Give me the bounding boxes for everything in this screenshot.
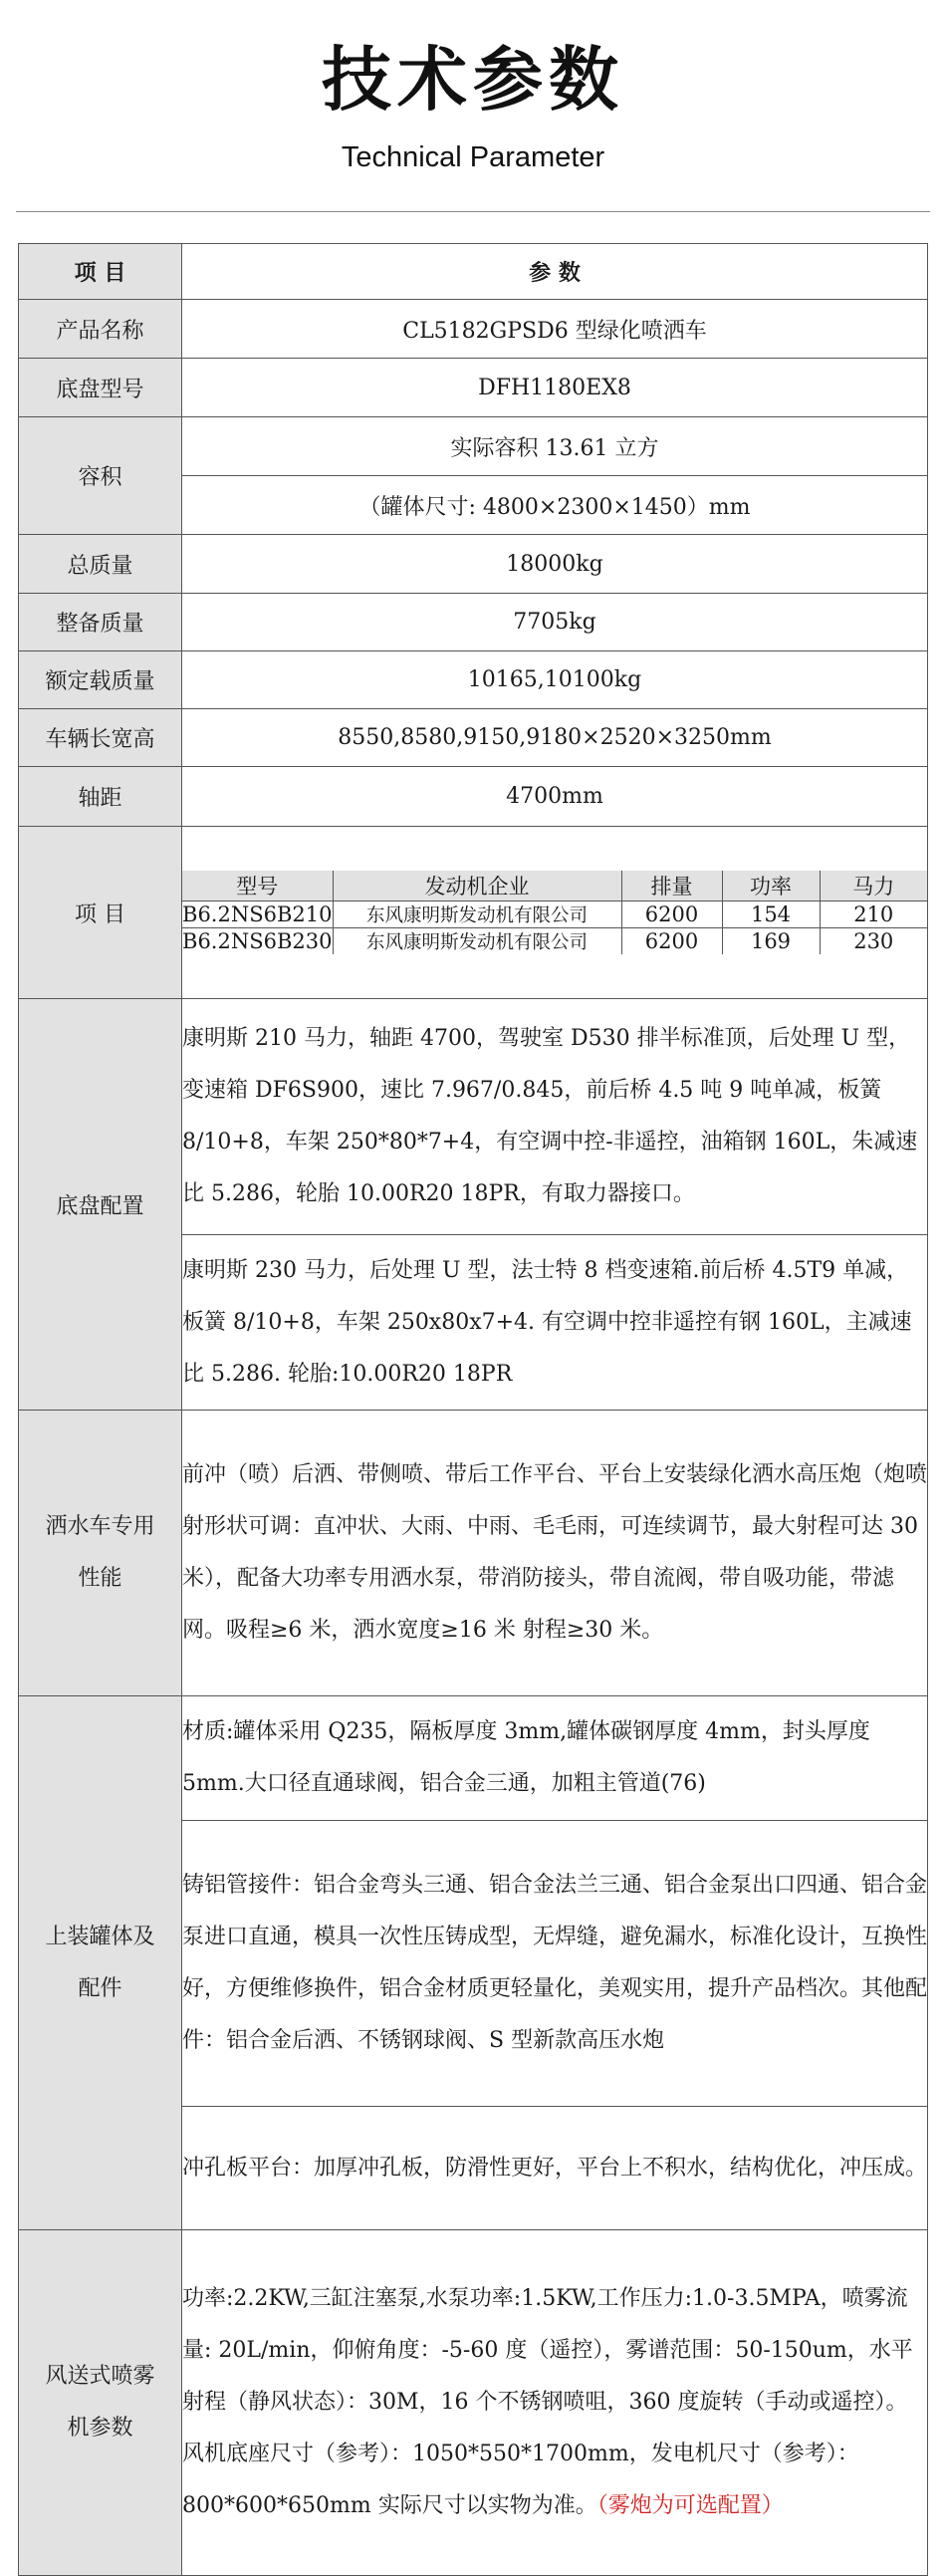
engine-maker: 东风康明斯发动机有限公司 bbox=[333, 902, 621, 928]
volume-tank-size: （罐体尺寸: 4800×2300×1450）mm bbox=[182, 476, 928, 535]
engine-model: B6.2NS6B210 bbox=[182, 902, 333, 926]
wheelbase-value: 4700mm bbox=[182, 767, 928, 827]
fog-text: 功率:2.2KW,三缸注塞泵,水泵功率:1.5KW,工作压力:1.0-3.5MPA，喷雾流量: 20L/min，仰俯角度：-5-60 度（遥控），雾谱范围：50-150um，水平射程（静风状态）：30M，16 个不锈钢喷咀，360 度旋转（手动或遥控）。风机底座尺寸（参考）：1050*550*1700mm，发电机尺寸（参考）：800*600*650mm 实际尺寸以实物为准。 bbox=[182, 2286, 913, 2518]
row-product-name bbox=[19, 300, 928, 359]
page-subtitle: Technical Parameter bbox=[341, 141, 605, 173]
sprinkler-label-text: 洒水车专用性能 bbox=[45, 1514, 155, 1591]
rated-load-label: 额定载质量 bbox=[19, 651, 182, 709]
tank-platform-text: 冲孔板平台：加厚冲孔板，防滑性更好，平台上不积水，结构优化，冲压成。 bbox=[182, 2107, 928, 2230]
engine-power: 169 bbox=[722, 928, 820, 955]
sprinkler-label bbox=[19, 1411, 182, 1696]
chassis-config-text-2: 康明斯 230 马力，后处理 U 型，法士特 8 档变速箱.前后桥 4.5T9 单减，板簧 8/10+8，车架 250x80x7+4. 有空调中控非遥控有钢 160L，主减速比 5.286. 轮胎:10.00R20 18PR bbox=[182, 1235, 928, 1411]
chassis-model-label: 底盘型号 bbox=[19, 359, 182, 417]
fog-label bbox=[19, 2230, 182, 2576]
tank-fittings-text: 铸铝管接件：铝合金弯头三通、铝合金法兰三通、铝合金泵出口四通、铝合金泵进口直通，模具一次性压铸成型，无焊缝，避免漏水，标准化设计，互换性好，方便维修换件，铝合金材质更轻量化，美观实用，提升产品档次。其他配件：铝合金后洒、不锈钢球阀、S 型新款高压水炮 bbox=[182, 1821, 928, 2107]
engine-header-row bbox=[182, 871, 927, 902]
dimensions-value: 8550,8580,9150,9180×2520×3250mm bbox=[182, 709, 928, 767]
tank-label bbox=[19, 1696, 182, 2230]
chassis-config-text-1: 康明斯 210 马力，轴距 4700，驾驶室 D530 排半标准顶，后处理 U 型，变速箱 DF6S900，速比 7.967/0.845，前后桥 4.5 吨 9 吨单减，板簧 8/10+8，车架 250*80*7+4，有空调中控-非遥控，油箱钢 160L，朱减速比 5.286，轮胎 10.00R20 18PR，有取力器接口。 bbox=[182, 999, 928, 1235]
total-mass-value: 18000kg bbox=[182, 535, 928, 594]
spec-table bbox=[18, 243, 928, 2576]
chassis-model-value: DFH1180EX8 bbox=[182, 359, 928, 417]
row-engine bbox=[19, 827, 928, 999]
row-dimensions bbox=[19, 709, 928, 767]
engine-maker: 东风康明斯发动机有限公司 bbox=[333, 928, 621, 955]
engine-hp: 210 bbox=[820, 902, 927, 928]
engine-col-maker: 发动机企业 bbox=[333, 871, 621, 902]
fog-optional-note: （雾炮为可选配置） bbox=[596, 2493, 784, 2518]
row-wheelbase bbox=[19, 767, 928, 827]
tank-material-text: 材质:罐体采用 Q235，隔板厚度 3mm,罐体碳钢厚度 4mm，封头厚度 5mm.大口径直通球阀，铝合金三通，加粗主管道(76) bbox=[182, 1696, 928, 1821]
engine-power: 154 bbox=[722, 902, 820, 928]
engine-row bbox=[182, 902, 927, 928]
total-mass-label: 总质量 bbox=[19, 535, 182, 594]
product-name-value: CL5182GPSD6 型绿化喷洒车 bbox=[182, 300, 928, 359]
volume-label: 容积 bbox=[19, 417, 182, 535]
row-chassis-config-1 bbox=[19, 999, 928, 1235]
sprinkler-text: 前冲（喷）后洒、带侧喷、带后工作平台、平台上安装绿化洒水高压炮（炮喷射形状可调：直冲状、大雨、中雨、毛毛雨，可连续调节，最大射程可达 30 米），配备大功率专用洒水泵，带消防接头，带自流阀，带自吸功能，带滤网。吸程≥6 米，洒水宽度≥16 米 射程≥30 米。 bbox=[182, 1411, 928, 1696]
table-header-row bbox=[19, 244, 928, 300]
chassis-config-label: 底盘配置 bbox=[19, 999, 182, 1411]
fog-label-text: 风送式喷雾机参数 bbox=[45, 2364, 155, 2441]
engine-label: 项 目 bbox=[19, 827, 182, 999]
title-divider bbox=[16, 211, 930, 212]
engine-displacement: 6200 bbox=[621, 902, 722, 928]
row-volume bbox=[19, 417, 928, 476]
engine-subtable bbox=[182, 871, 927, 954]
row-sprinkler bbox=[19, 1411, 928, 1696]
engine-col-displacement: 排量 bbox=[621, 871, 722, 902]
volume-actual: 实际容积 13.61 立方 bbox=[182, 417, 928, 476]
product-name-label: 产品名称 bbox=[19, 300, 182, 359]
header-item: 项 目 bbox=[19, 244, 182, 300]
row-tank-material bbox=[19, 1696, 928, 1821]
row-total-mass bbox=[19, 535, 928, 594]
row-rated-load bbox=[19, 651, 928, 709]
dimensions-label: 车辆长宽高 bbox=[19, 709, 182, 767]
header-param: 参 数 bbox=[182, 244, 928, 300]
page-title: 技术参数 bbox=[322, 39, 624, 121]
engine-col-power: 功率 bbox=[722, 871, 820, 902]
engine-model: B6.2NS6B230 bbox=[182, 929, 333, 953]
row-fog bbox=[19, 2230, 928, 2576]
tank-label-text: 上装罐体及配件 bbox=[45, 1924, 155, 2001]
engine-subtable-cell bbox=[182, 827, 928, 999]
fog-cell bbox=[182, 2230, 928, 2576]
row-chassis-model bbox=[19, 359, 928, 417]
engine-hp: 230 bbox=[820, 928, 927, 955]
engine-col-model: 型号 bbox=[182, 871, 333, 902]
rated-load-value: 10165,10100kg bbox=[182, 651, 928, 709]
curb-mass-value: 7705kg bbox=[182, 594, 928, 651]
curb-mass-label: 整备质量 bbox=[19, 594, 182, 651]
wheelbase-label: 轴距 bbox=[19, 767, 182, 827]
engine-col-hp: 马力 bbox=[820, 871, 927, 902]
engine-displacement: 6200 bbox=[621, 928, 722, 955]
engine-row bbox=[182, 928, 927, 955]
row-curb-mass bbox=[19, 594, 928, 651]
